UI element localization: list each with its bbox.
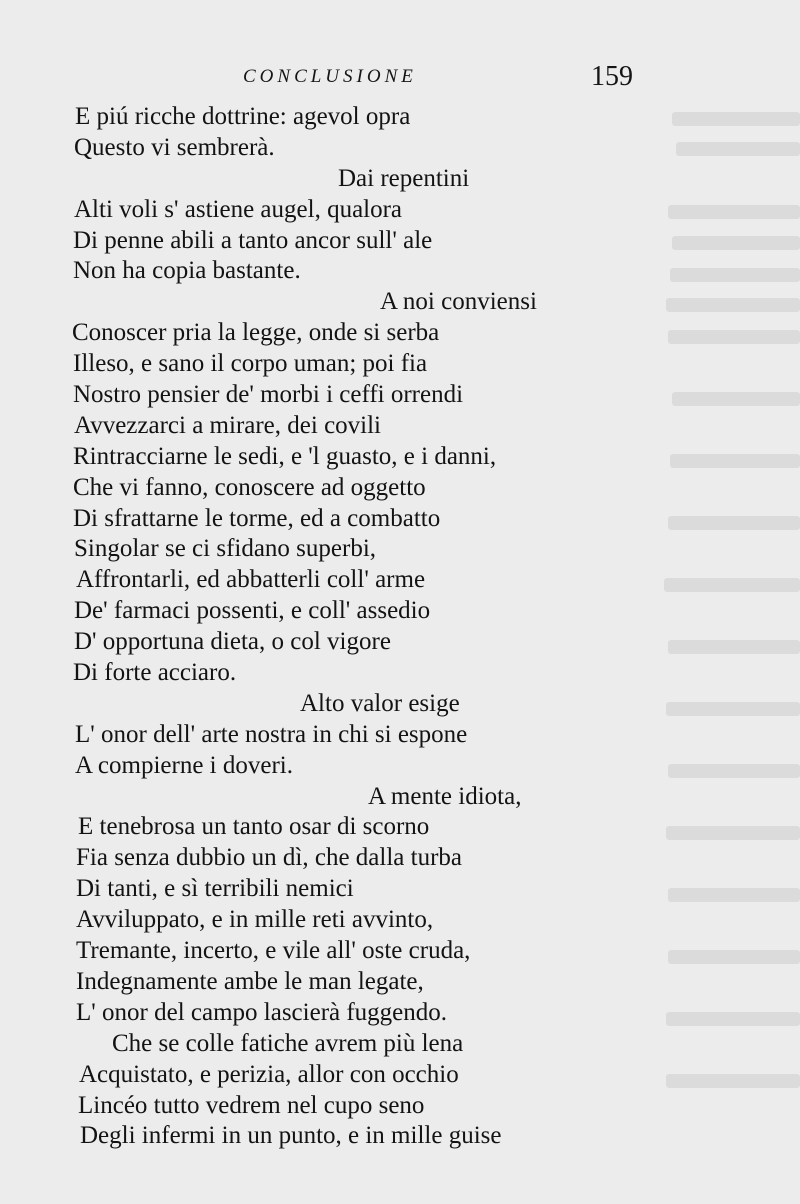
verse-line: A compierne i doveri. [75,751,293,779]
verse-line: Degli infermi in un punto, e in mille guise [80,1122,502,1150]
verse-line: Fia senza dubbio un dì, che dalla turba [76,844,462,872]
verse-line: D' opportuna dieta, o col vigore [74,628,391,656]
verse-text [70,102,630,1152]
verse-line: Che se colle fatiche avrem più lena [112,1029,464,1057]
verse-line: Singolar se ci sfidano superbi, [74,535,377,563]
verse-line: Illeso, e sano il corpo uman; poi fia [73,350,428,378]
verse-line: Nostro pensier de' morbi i ceffi orrendi [73,381,464,409]
verse-line: Acquistato, e perizia, allor con occhio [79,1060,459,1088]
verse-line: Questo vi sembrerà. [74,133,275,161]
page-number: 159 [591,61,633,92]
verse-line: A noi conviensi [380,288,537,316]
verse-line: Tremante, incerto, e vile all' oste cruda, [76,937,471,965]
verse-line: Lincéo tutto vedrem nel cupo seno [78,1091,425,1119]
page-header [0,62,800,92]
verse-line: Avvezzarci a mirare, dei covili [74,411,382,439]
verse-line: E piú ricche dottrine: agevol opra [75,103,411,130]
verse-line: De' farmaci possenti, e coll' assedio [74,597,431,625]
verse-line: Di sfrattarne le torme, ed a combatto [73,504,441,532]
verse-line: E tenebrosa un tanto osar di scorno [78,813,430,841]
verse-line: Alto valor esige [300,689,460,717]
verse-line: Rintracciarne le sedi, e 'l guasto, e i danni, [73,442,497,470]
verse-line: A mente idiota, [368,782,522,810]
verse-line: Che vi fanno, conoscere ad oggetto [73,473,426,501]
verse-line: Non ha copia bastante. [73,257,301,285]
verse-line: Di tanti, e sì terribili nemici [76,875,354,903]
verse-line: Alti voli s' astiene augel, qualora [74,195,403,223]
verse-line: Di penne abili a tanto ancor sull' ale [73,226,433,254]
verse-line: L' onor dell' arte nostra in chi si espone [75,720,468,748]
verse-line: Indegnamente ambe le man legate, [76,967,424,995]
verse-line: Affrontarli, ed abbatterli coll' arme [76,566,426,594]
verse-line: Avviluppato, e in mille reti avvinto, [76,906,434,934]
verse-line: Dai repentini [338,164,470,192]
verse-line: L' onor del campo lascierà fuggendo. [76,998,448,1026]
running-head: CONCLUSIONE [243,66,417,87]
verse-line: Di forte acciaro. [73,659,237,687]
verse-line: Conoscer pria la legge, onde si serba [72,319,440,347]
